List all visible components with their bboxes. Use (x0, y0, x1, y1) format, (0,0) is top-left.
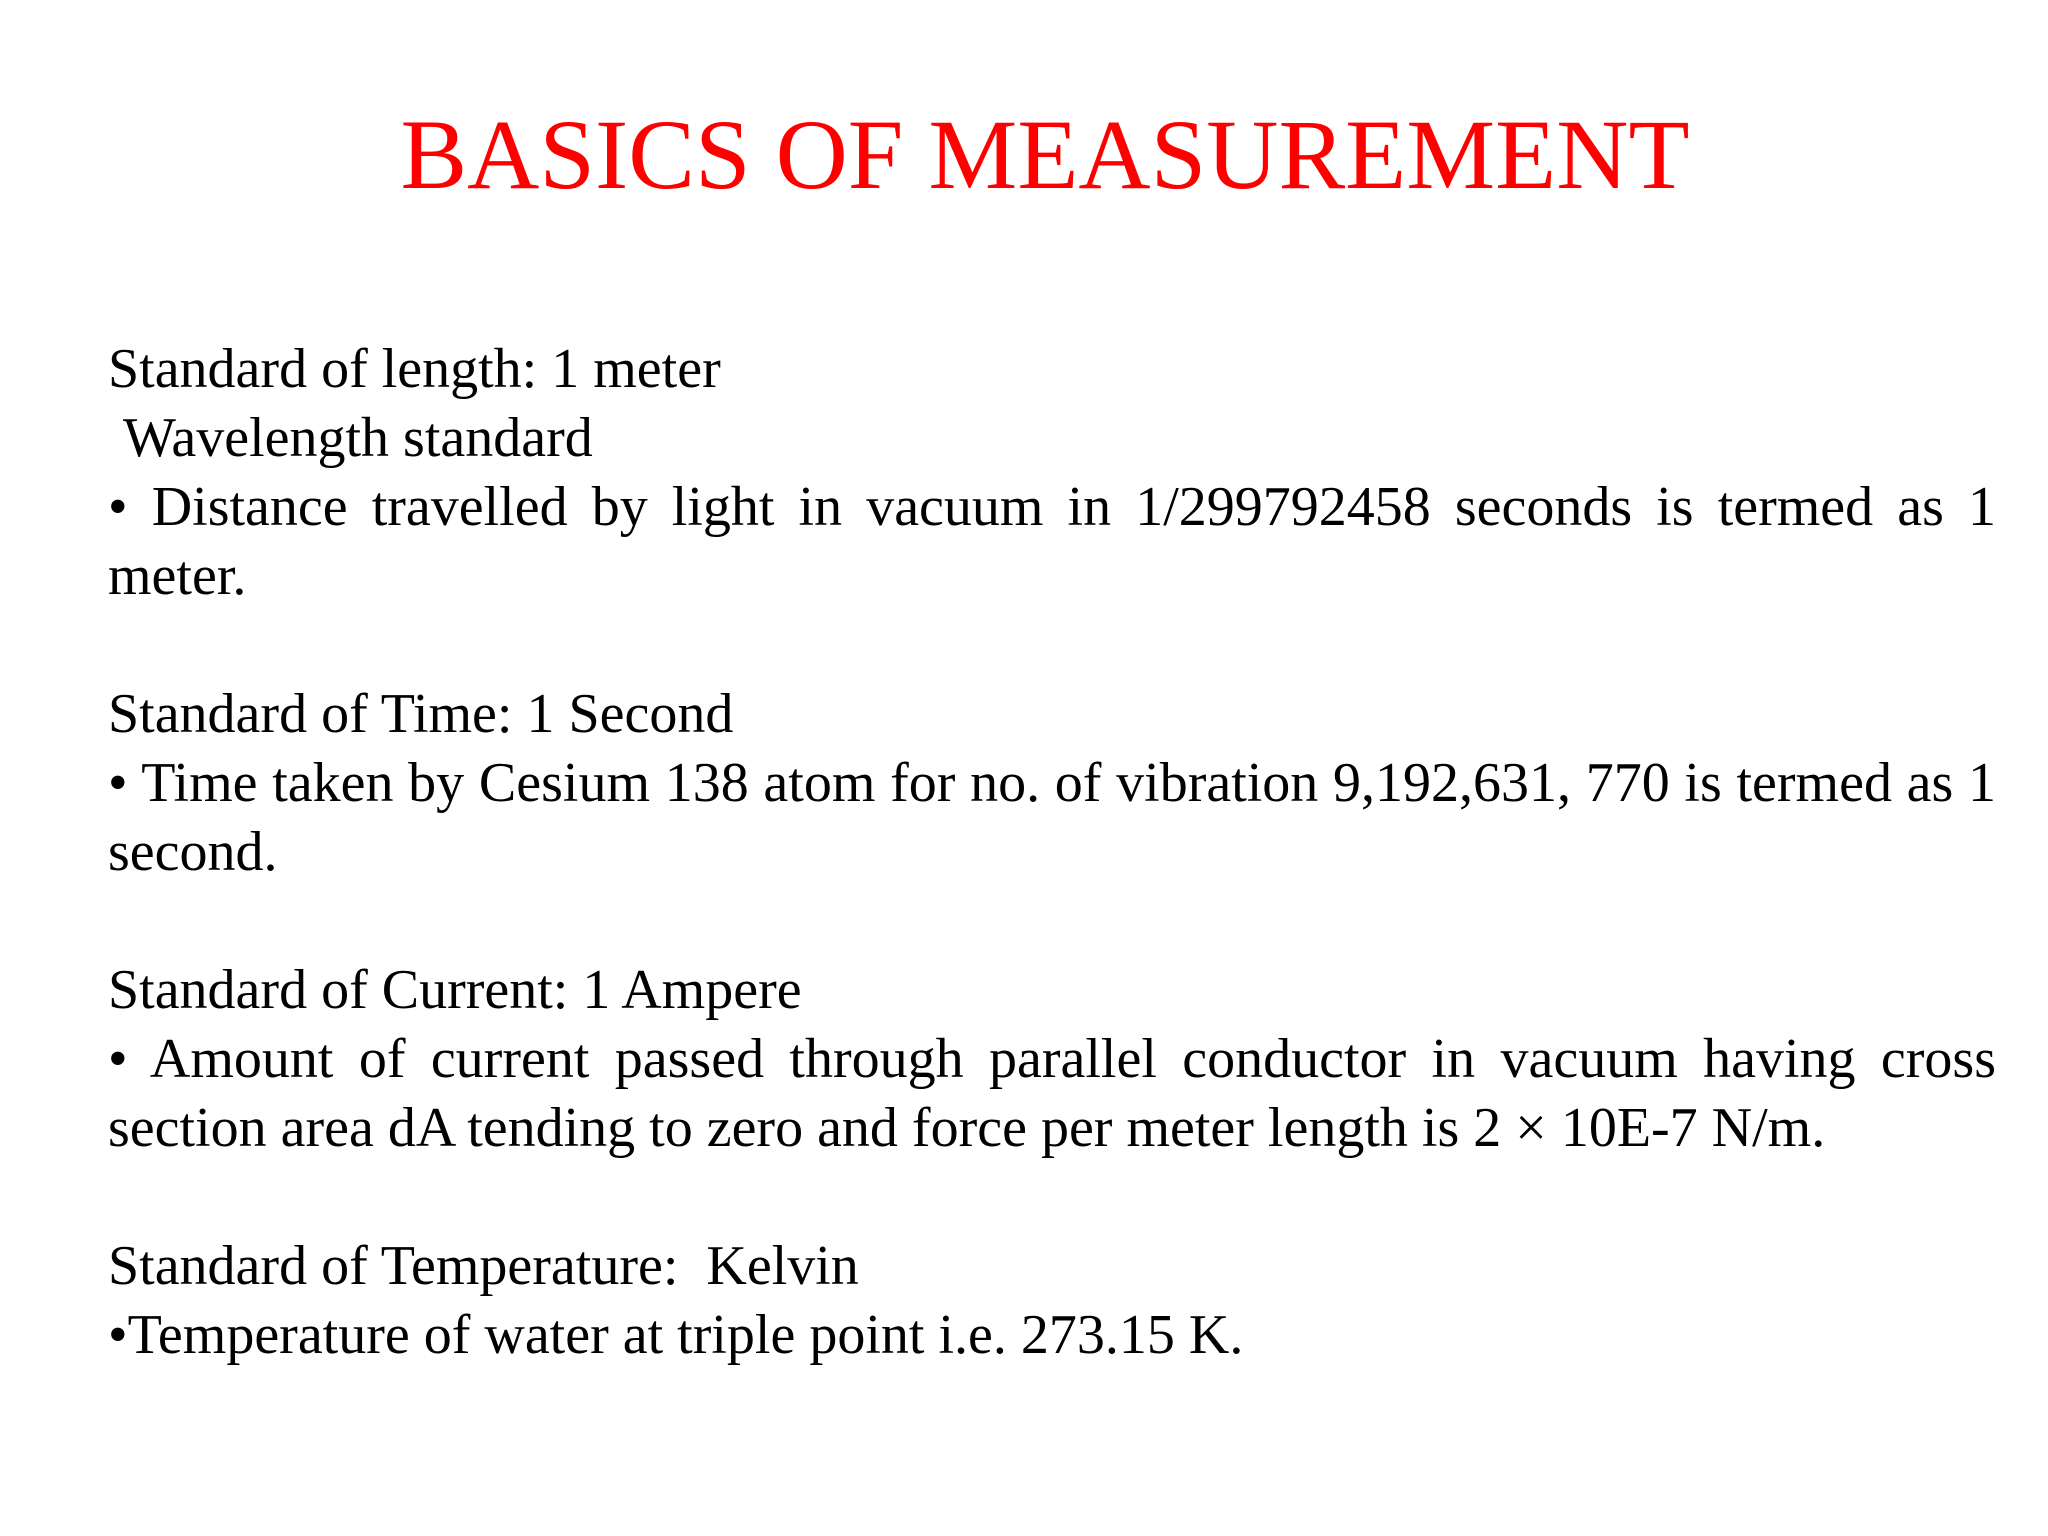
section-heading: Standard of Temperature: Kelvin (108, 1235, 859, 1297)
section-length (108, 335, 1996, 611)
section-subheading: Wavelength standard (123, 407, 593, 469)
section-temperature (108, 1232, 1996, 1370)
section-heading: Standard of length: 1 meter (108, 338, 721, 400)
bullet-item: •Temperature of water at triple point i.e. 273.15 K. (108, 1304, 1244, 1366)
section-spacer (108, 611, 1996, 680)
section-heading: Standard of Current: 1 Ampere (108, 959, 802, 1021)
slide-title: BASICS OF MEASUREMENT (400, 99, 1690, 210)
bullet-item: • Distance travelled by light in vacuum in 1/299792458 seconds is termed as 1 meter. (108, 476, 1996, 607)
section-spacer (108, 887, 1996, 956)
section-spacer (108, 1163, 1996, 1232)
section-time (108, 680, 1996, 887)
bullet-item: • Time taken by Cesium 138 atom for no. of vibration 9,192,631, 770 is termed as 1 second. (108, 752, 1996, 883)
section-current (108, 956, 1996, 1163)
slide-content (108, 335, 1996, 1370)
section-heading: Standard of Time: 1 Second (108, 683, 734, 745)
bullet-item: • Amount of current passed through parallel conductor in vacuum having cross section area dA tending to zero and force per meter length is 2 × 10E-7 N/m. (108, 1028, 1996, 1159)
